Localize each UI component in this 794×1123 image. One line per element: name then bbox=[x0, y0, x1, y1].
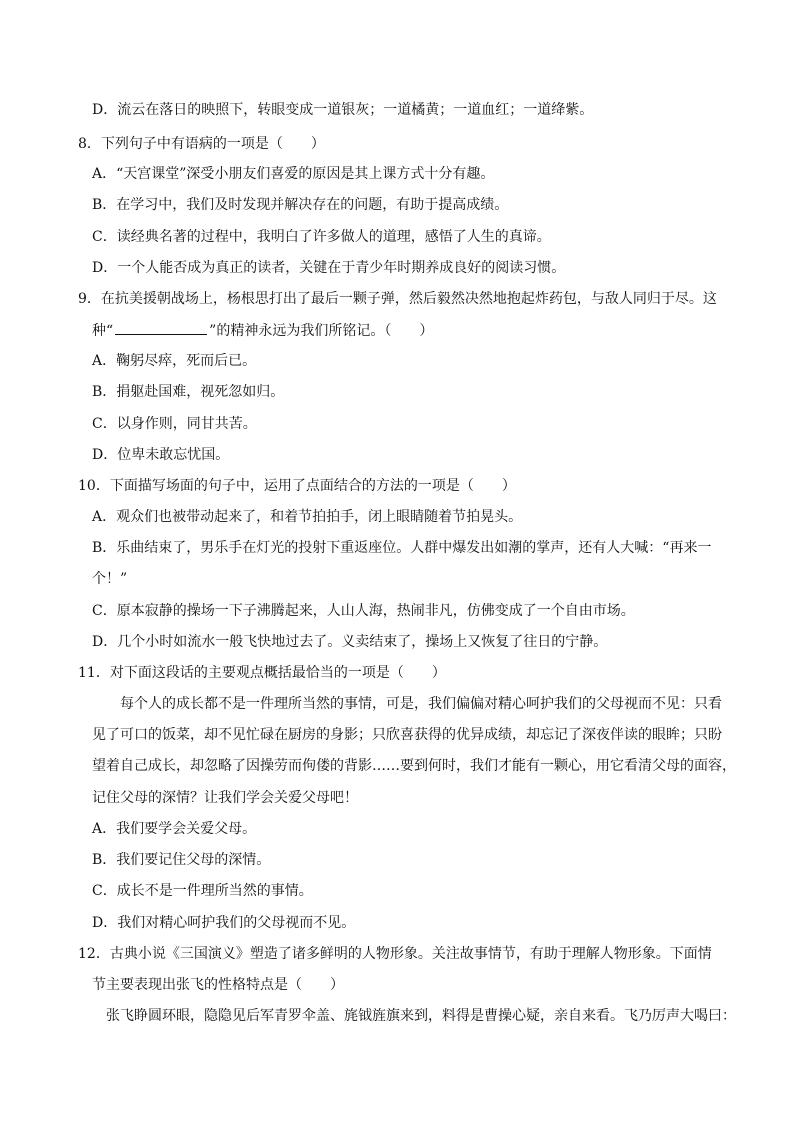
question-9-option-a: A．鞠躬尽瘁，死而后已。 bbox=[92, 353, 257, 369]
question-11-option-a: A．我们要学会关爱父母。 bbox=[92, 821, 257, 837]
question-12-stem-continued: 节主要表现出张飞的性格特点是（ ） bbox=[92, 977, 344, 993]
passage-line-3: 望着自己成长，却忽略了因操劳而佝偻的背影……要到何时，我们才能有一颗心，用它看清父母的面容， bbox=[92, 758, 736, 774]
passage-line-5: 张飞睁圆环眼，隐隐见后军青罗伞盖、旄钺旌旗来到，料得是曹操心疑，亲自来看。飞乃厉声大喝曰： bbox=[106, 1008, 736, 1024]
question-10-stem: 10．下面描写场面的句子中，运用了点面结合的方法的一项是（ ） bbox=[78, 478, 516, 494]
question-9-option-c: C．以身作则，同甘共苦。 bbox=[92, 416, 257, 432]
question-11-stem: 11．对下面这段话的主要观点概括最恰当的一项是（ ） bbox=[78, 665, 446, 681]
question-9-prefix: 种“ bbox=[92, 323, 114, 339]
question-12-stem: 12．古典小说《三国演义》塑造了诸多鲜明的人物形象。关注故事情节，有助于理解人物形象。下面情 bbox=[78, 946, 712, 962]
question-8-option-c: C．读经典名著的过程中，我明白了许多做人的道理，感悟了人生的真谛。 bbox=[92, 229, 551, 245]
question-11-option-d: D．我们对精心呵护我们的父母视而不见。 bbox=[92, 915, 356, 931]
question-10-option-b-continued: 个！” bbox=[92, 571, 128, 587]
question-9-suffix: ”的精神永远为我们所铭记。（ ） bbox=[209, 323, 434, 339]
question-8-stem: 8．下列句子中有语病的一项是（ ） bbox=[78, 136, 325, 152]
question-10-option-a: A．观众们也被带动起来了，和着节拍拍手，闭上眼睛随着节拍晃头。 bbox=[92, 509, 523, 525]
question-8-option-a: A．“天宫课堂”深受小朋友们喜爱的原因是其上课方式十分有趣。 bbox=[92, 166, 495, 182]
question-10-option-d: D．几个小时如流水一般飞快地过去了。义卖结束了，操场上又恢复了往日的宁静。 bbox=[92, 634, 608, 650]
passage-line-2: 见了可口的饭菜，却不见忙碌在厨房的身影；只欣喜获得的优异成绩，却忘记了深夜伴读的眼眸；只盼 bbox=[92, 727, 722, 743]
question-11-option-b: B．我们要记住父母的深情。 bbox=[92, 852, 271, 868]
question-10-option-c: C．原本寂静的操场一下子沸腾起来，人山人海，热闹非凡，仿佛变成了一个自由市场。 bbox=[92, 603, 635, 619]
fill-in-blank[interactable] bbox=[115, 320, 207, 335]
question-8-option-b: B．在学习中，我们及时发现并解决存在的问题，有助于提高成绩。 bbox=[92, 197, 509, 213]
question-9-option-b: B．捐躯赴国难，视死忽如归。 bbox=[92, 384, 285, 400]
question-10-option-b: B．乐曲结束了，男乐手在灯光的投射下重返座位。人群中爆发出如潮的掌声，还有人大喊：“再来一 bbox=[92, 540, 712, 556]
passage-line-1: 每个人的成长都不是一件理所当然的事情，可是，我们偏偏对精心呵护我们的父母视而不见：只看 bbox=[120, 696, 722, 712]
question-8-option-d: D．一个人能否成为真正的读者，关键在于青少年时期养成良好的阅读习惯。 bbox=[92, 260, 566, 276]
question-9-stem-continued bbox=[92, 320, 433, 341]
question-9-option-d: D．位卑未敢忘忧国。 bbox=[92, 447, 230, 463]
question-11-option-c: C．成长不是一件理所当然的事情。 bbox=[92, 883, 313, 899]
passage-line-4: 记住父母的深情？让我们学会关爱父母吧！ bbox=[92, 790, 358, 806]
question-7-option-d: D．流云在落日的映照下，转眼变成一道银灰；一道橘黄；一道血红；一道绛紫。 bbox=[92, 102, 594, 118]
question-9-stem: 9．在抗美援朝战场上，杨根思打出了最后一颗子弹，然后毅然决然地抱起炸药包，与敌人同归于尽。这 bbox=[78, 291, 717, 307]
